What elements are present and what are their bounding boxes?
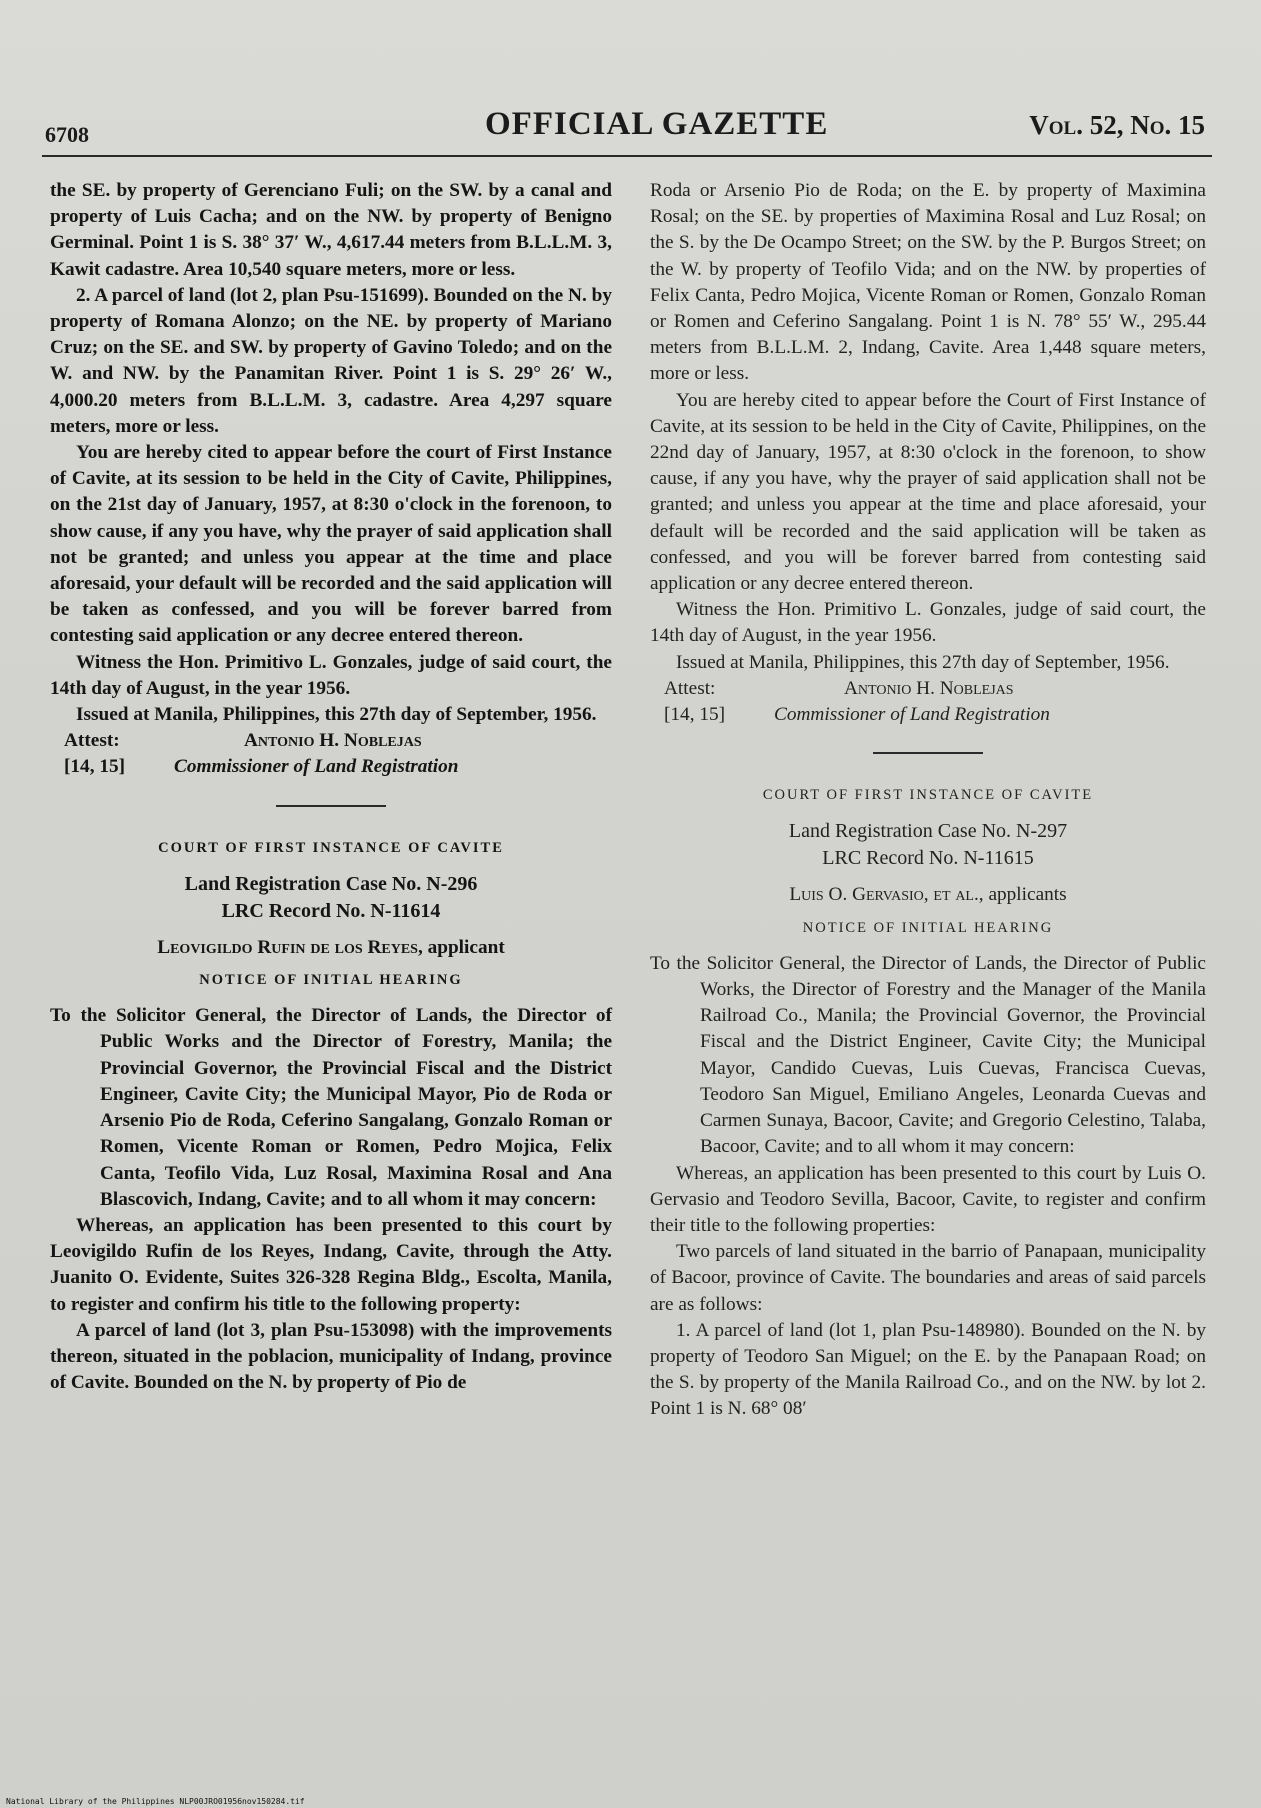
notice-heading: NOTICE OF INITIAL HEARING [199, 972, 463, 989]
signature-line [64, 754, 612, 780]
case-heading [650, 818, 1206, 872]
case-heading [50, 871, 612, 925]
applicant-name: Leovigildo Rufin de los Reyes, [157, 936, 423, 958]
attest-name: Antonio H. Noblejas [844, 677, 1014, 699]
page-number: 6708 [45, 122, 89, 147]
signature-line [664, 702, 1206, 728]
commissioner-title: Commissioner of Land Registration [774, 704, 1050, 726]
addressees: To the Solicitor General, the Director of Lands, the Director of Public Works, the Director of Forestry and the Manager of the Manila Railroad Co., Manila; the Provincial Governor, the Provincial Fiscal and the District Engineer, Cavite City; the Municipal Mayor, Candido Cuevas, Luis Cuevas, Francisca Cuevas, Teodoro San Miguel, Emiliano Angeles, Leonarda Cuevas and Carmen Sunaya, Bacoor, Cavite; and Gregorio Celestino, Talaba, Bacoor, Cavite; and to all whom it may concern: [650, 952, 1206, 1158]
notice-heading: NOTICE OF INITIAL HEARING [802, 919, 1054, 936]
left-column [50, 178, 612, 1396]
attest-label: Attest: [64, 730, 120, 752]
section-divider [873, 752, 983, 754]
paragraph: Issued at Manila, Philippines, this 27th day of September, 1956. [676, 651, 1170, 673]
court-heading: COURT OF FIRST INSTANCE OF CAVITE [762, 787, 1094, 804]
paragraph: You are hereby cited to appear before the court of First Instance of Cavite, at its session to be held in the City of Cavite, Philippines, on the 21st day of January, 1957, at 8:30 o'clock in the forenoon, to show cause, if any you have, why the prayer of said application shall not be granted; and unless you appear at the time and place aforesaid, your default will be recorded and the said application will be taken as confessed, and you will be forever barred from contesting said application or any decree entered thereon. [50, 442, 612, 647]
section-divider [276, 805, 386, 807]
paragraph: Issued at Manila, Philippines, this 27th day of September, 1956. [76, 704, 597, 726]
record-number: LRC Record No. N-11615 [822, 847, 1034, 870]
paragraph: Witness the Hon. Primitivo L. Gonzales, judge of said court, the 14th day of August, in the year 1956. [50, 651, 612, 699]
applicant-label: applicants [988, 884, 1067, 906]
issue-reference: [14, 15] [64, 756, 126, 778]
paragraph: 1. A parcel of land (lot 1, plan Psu-148980). Bounded on the N. by property of Teodoro San Miguel; on the E. by the Panapaan Road; on the S. by property of the Manila Railroad Co., and on the NW. by lot 2. Point 1 is N. 68° 08′ [650, 1319, 1206, 1420]
issue-reference: [14, 15] [664, 704, 726, 726]
volume-number: Vol. 52, No. 15 [1029, 110, 1205, 140]
scan-footer: National Library of the Philippines NLP00JRO01956nov150284.tif [6, 1797, 305, 1806]
attest-name: Antonio H. Noblejas [244, 730, 422, 752]
court-heading: COURT OF FIRST INSTANCE OF CAVITE [158, 839, 504, 856]
paragraph: the SE. by property of Gerenciano Fuli; on the SW. by a canal and property of Luis Cacha; and on the NW. by property of Benigno Germinal. Point 1 is S. 38° 37′ W., 4,617.44 meters from B.L.L.M. 3, Kawit cadastre. Area 10,540 square meters, more or less. [50, 180, 612, 280]
addressees: To the Solicitor General, the Director of Lands, the Director of Public Works and the Director of Forestry, Manila; the Provincial Governor, the Provincial Fiscal and the District Engineer, Cavite City; the Municipal Mayor, Pio de Roda or Arsenio Pio de Roda, Ceferino Sangalang, Gonzalo Roman or Romen, Vicente Roman or Romen, Pedro Mojica, Felix Canta, Teofilo Vida, Luz Rosal, Maximina Rosal and Ana Blascovich, Indang, Cavite; and to all whom it may concern: [50, 1005, 612, 1210]
page-header [45, 100, 1205, 150]
paragraph: Whereas, an application has been presented to this court by Leovigildo Rufin de los Reyes, Indang, Cavite, through the Atty. Juanito O. Evidente, Suites 326-328 Regina Bldg., Escolta, Manila, to register and confirm his title to the following property: [50, 1214, 612, 1315]
publication-title: OFFICIAL GAZETTE [485, 106, 829, 142]
attest-line [64, 728, 612, 754]
attest-label: Attest: [664, 677, 716, 699]
paragraph: You are hereby cited to appear before the Court of First Instance of Cavite, at its session to be held in the City of Cavite, Philippines, on the 22nd day of January, 1957, at 8:30 o'clock in the forenoon, to show cause, if any you have, why the prayer of said application shall not be granted; and unless you appear at the time and place aforesaid, your default will be recorded and the said application will be taken as confessed, and you will be forever barred from contesting said application or any decree entered thereon. [650, 389, 1206, 595]
case-number: Land Registration Case No. N-297 [788, 820, 1068, 843]
commissioner-title: Commissioner of Land Registration [174, 756, 459, 778]
applicant-name: Luis O. Gervasio, et al., [789, 884, 984, 906]
case-number: Land Registration Case No. N-296 [184, 872, 478, 895]
paragraph: Whereas, an application has been presented to this court by Luis O. Gervasio and Teodoro Sevilla, Bacoor, Cavite, to register and confirm their title to the following properties: [650, 1162, 1206, 1236]
attest-line [664, 676, 1206, 702]
paragraph: Two parcels of land situated in the barrio of Panapaan, municipality of Bacoor, province of Cavite. The boundaries and areas of said parcels are as follows: [650, 1241, 1206, 1315]
record-number: LRC Record No. N-11614 [221, 899, 441, 922]
paragraph: A parcel of land (lot 3, plan Psu-153098) with the improvements thereon, situated in the poblacion, municipality of Indang, province of Cavite. Bounded on the N. by property of Pio de [50, 1319, 612, 1394]
applicant-line [50, 935, 612, 961]
paragraph: Roda or Arsenio Pio de Roda; on the E. by property of Maximina Rosal; on the SE. by properties of Maximina Rosal and Luz Rosal; on the S. by the De Ocampo Street; on the SW. by the P. Burgos Street; on the W. by property of Teofilo Vida; and on the NW. by properties of Felix Canta, Pedro Mojica, Vicente Roman or Romen, Gonzalo Roman or Romen and Ceferino Sangalang. Point 1 is N. 78° 55′ W., 295.44 meters from B.L.L.M. 2, Indang, Cavite. Area 1,448 square meters, more or less. [650, 180, 1206, 385]
paragraph: 2. A parcel of land (lot 2, plan Psu-151699). Bounded on the N. by property of Romana Alonzo; on the NE. by property of Mariano Cruz; on the SE. and SW. by property of Gavino Toledo; and on the W. and NW. by the Panamitan River. Point 1 is S. 29° 26′ W., 4,000.20 meters from B.L.L.M. 3, cadastre. Area 4,297 square meters, more or less. [50, 284, 612, 437]
right-column [650, 178, 1206, 1423]
paragraph: Witness the Hon. Primitivo L. Gonzales, judge of said court, the 14th day of August, in the year 1956. [650, 599, 1206, 647]
header-rule [42, 155, 1212, 157]
applicant-label: applicant [427, 936, 505, 958]
applicant-line [650, 882, 1206, 908]
